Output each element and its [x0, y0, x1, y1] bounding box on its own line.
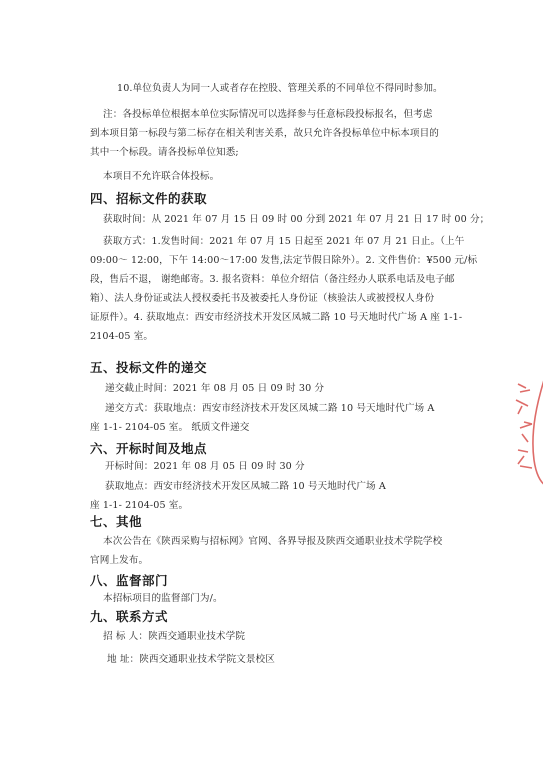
section-6-title: 六、开标时间及地点 [90, 441, 208, 456]
s4-acquire-way-4: 箱）、法人身份证或法人授权委托书及被委托人身份证（核验法人或被授权人身份 [90, 293, 435, 304]
item-10-text: 10.单位负责人为同一人或者存在控股、管理关系的不同单位不得同时参加。 [117, 83, 443, 94]
s4-acquire-way-1: 获取方式：1.发售时间：2021 年 07 月 15 日起至 2021 年 07 月 21 日止。（上午 [103, 236, 465, 247]
section-5-title: 五、投标文件的递交 [90, 360, 208, 375]
s5-place-1: 递交方式：获取地点：西安市经济技术开发区凤城二路 10 号天地时代广场 A [105, 403, 435, 414]
section-8-title: 八、监督部门 [90, 573, 169, 588]
s5-place-2: 座 1-1- 2104-05 室。 纸质文件递交 [90, 422, 250, 433]
note-line-2: 到本项目第一标段与第二标存在相关利害关系，故只允许各投标单位中标本项目的 [90, 128, 439, 139]
seal-strokes [516, 380, 543, 486]
section-9-title: 九、联系方式 [90, 609, 169, 624]
s7-text-1: 本次公告在《陕西采购与招标网》官网、各界导报及陕西交通职业技术学院学校 [103, 536, 443, 547]
s4-acquire-way-3: 段，售后不退， 谢绝邮寄。3. 报名资料：单位介绍信（备注经办人联系电话及电子邮 [90, 274, 455, 285]
s4-acquire-way-2: 09:00～ 12:00，下午 14:00～17:00 发售,法定节假日除外）。2. 文件售价：¥500 元/标 [90, 255, 478, 266]
s7-text-2: 官网上发布。 [90, 555, 149, 566]
note-line-3: 其中一个标段。请各投标单位知悉; [90, 147, 239, 158]
seal-stamp [500, 370, 543, 490]
s4-acquire-way-5: 证原件）。4. 获取地点：西安市经济技术开发区凤城二路 10 号天地时代广场 A 座 1-1- [90, 312, 463, 323]
note-line-1: 注：各投标单位根据本单位实际情况可以选择参与任意标段投标报名，但考虑 [103, 109, 433, 120]
s9-address: 地 址：陕西交通职业技术学院文景校区 [107, 654, 275, 665]
s6-open-time: 开标时间：2021 年 08 月 05 日 09 时 30 分 [105, 461, 305, 472]
s9-buyer: 招 标 人：陕西交通职业技术学院 [103, 631, 246, 642]
s4-acquire-way-6: 2104-05 室。 [90, 331, 154, 342]
s4-acquire-time: 获取时间：从 2021 年 07 月 15 日 09 时 00 分到 2021 年 07 月 21 日 17 时 00 分； [103, 214, 490, 225]
no-consortium-text: 本项目不允许联合体投标。 [103, 171, 220, 182]
s5-deadline: 递交截止时间：2021 年 08 月 05 日 09 时 30 分 [105, 383, 325, 394]
s6-place-2: 座 1-1- 2104-05 室。 [90, 500, 189, 511]
section-4-title: 四、招标文件的获取 [90, 191, 208, 206]
section-7-title: 七、其他 [90, 514, 143, 529]
s6-place-1: 获取地点：西安市经济技术开发区凤城二路 10 号天地时代广场 A [105, 481, 386, 492]
s8-text: 本招标项目的监督部门为/。 [103, 593, 223, 604]
